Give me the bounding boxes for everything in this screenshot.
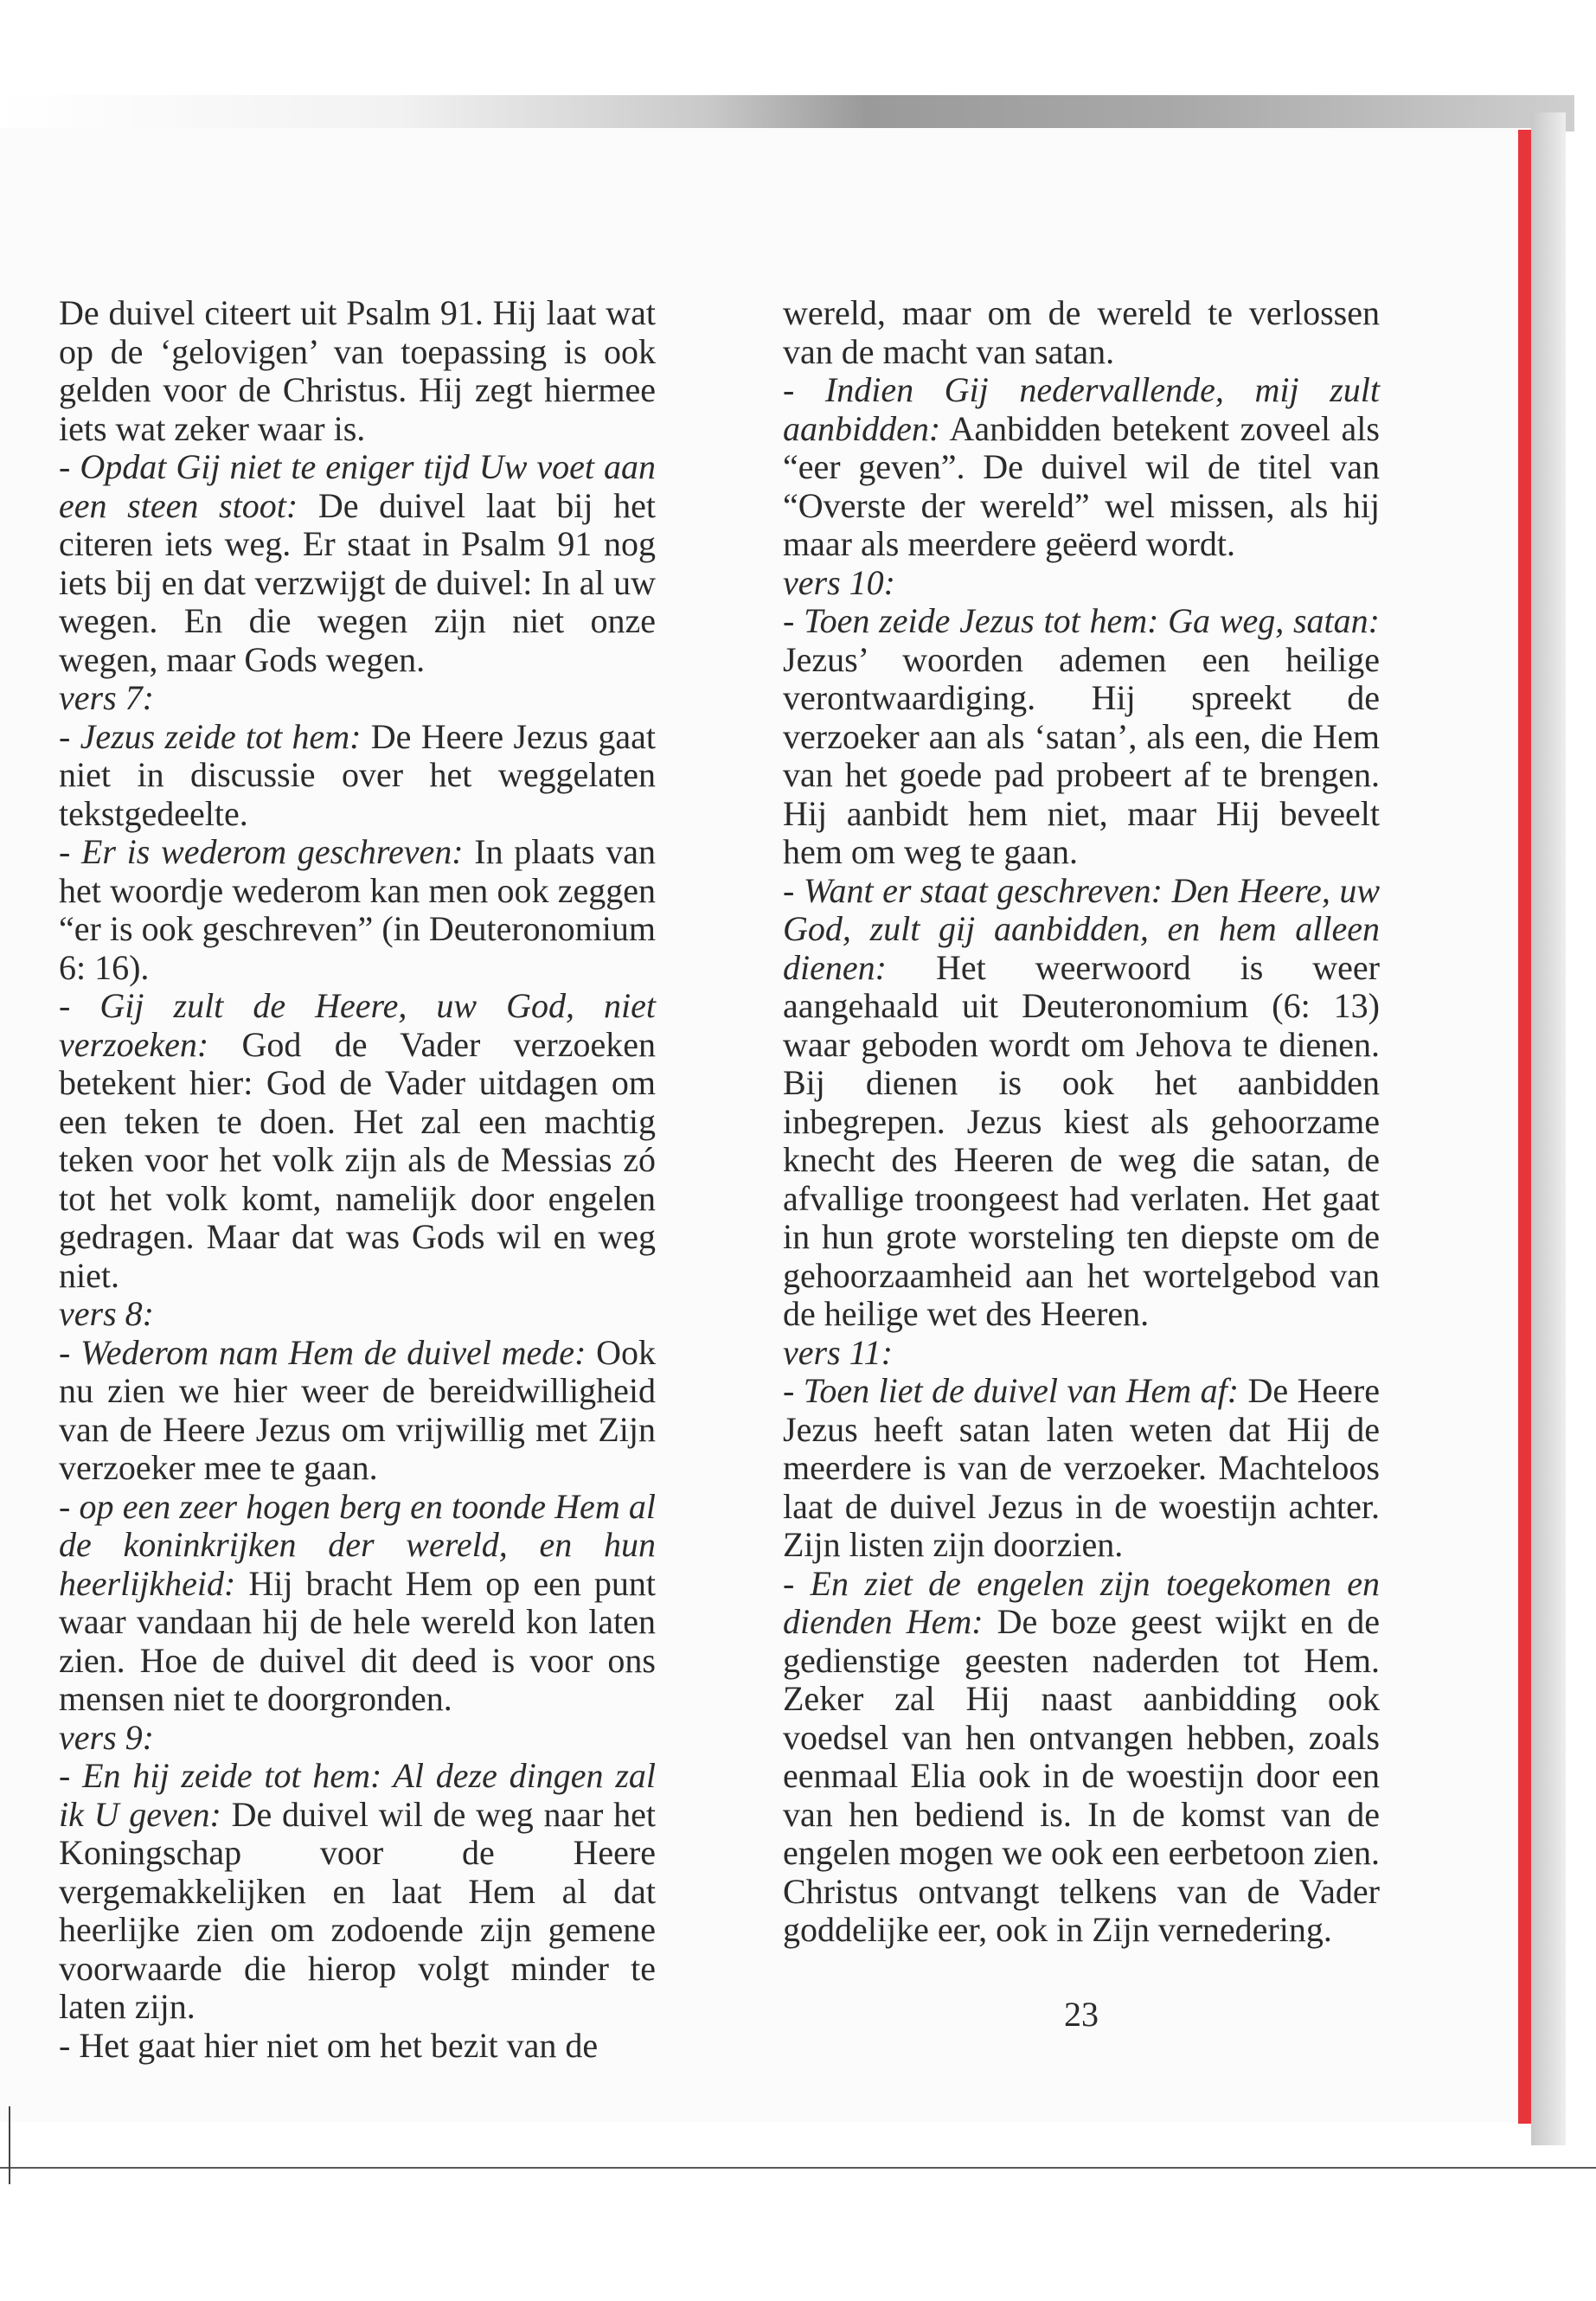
commentary-text: De Heere Jezus gaat niet in discussie over het weggelaten tekstgedeelte.: [59, 716, 656, 833]
bible-quote: Gij zult de Heere, uw God, niet verzoeken:: [59, 986, 656, 1064]
bible-quote: Wederom nam Hem de duivel mede:: [80, 1332, 586, 1372]
bible-quote: Toen liet de duivel van Hem af:: [803, 1371, 1240, 1410]
verse-heading: vers 8:: [59, 1294, 154, 1333]
commentary-paragraph: [59, 833, 656, 987]
bible-quote: Opdat Gij niet te eniger tijd Uw voet aan een steen stoot:: [59, 447, 656, 525]
commentary-paragraph: [59, 1334, 656, 1488]
dash-lead: -: [783, 1371, 804, 1410]
left-text-column: [59, 294, 656, 2065]
bible-quote: Indien Gij nedervallende, mij zult aanbidden:: [783, 370, 1380, 448]
dash-lead: -: [59, 716, 80, 756]
commentary-text: God de Vader verzoeken betekent hier: God de Vader uitdagen om een teken te doen. Het zal een machtig teken voor het volk zijn als de Messias zó tot het volk komt, namelijk door engelen gedragen. Maar dat was Gods wil en weg niet.: [59, 1024, 656, 1295]
commentary-text: De boze geest wijkt en de gedienstige geesten naderden tot Hem. Zeker zal Hij naast aanbidding ook voedsel van hen ontvangen hebben, zoals eenmaal Elia ook in de woestijn door een van hen bediend is. In de komst van de engelen mogen we ook een eerbetoon zien. Christus ontvangt telkens van de Vader goddelijke eer, ook in Zijn vernedering.: [783, 1602, 1381, 1949]
commentary-text: In plaats van het woordje wederom kan men ook zeggen “er is ook geschreven” (in Deuteronomium 6: 16).: [59, 832, 657, 987]
dash-lead: -: [59, 1486, 80, 1526]
dash-lead: -: [783, 1563, 811, 1603]
dash-lead: -: [783, 870, 804, 910]
commentary-text: De duivel laat bij het citeren iets weg. Er staat in Psalm 91 nog iets bij en dat verzwijgt de duivel: In al uw wegen. En die wegen zijn niet onze wegen, maar Gods wegen.: [59, 485, 657, 679]
commentary-paragraph: [59, 1488, 656, 1719]
bible-quote: En ziet de engelen zijn toegekomen en dienden Hem:: [783, 1563, 1380, 1641]
dash-lead: -: [783, 370, 825, 409]
commentary-text: Het weerwoord is weer aangehaald uit Deuteronomium (6: 13) waar geboden wordt om Jehova te dienen. Bij dienen is ook het aanbidden inbegrepen. Jezus kiest als gehoorzame knecht des Heeren de weg die satan, de afvallige troongeest had verlaten. Het gaat in hun grote worsteling ten diepste om de gehoorzaamheid aan het wortelgebod van de heilige wet des Heeren.: [783, 947, 1380, 1333]
body-paragraph: wereld, maar om de wereld te verlossen van de macht van satan.: [783, 293, 1380, 371]
commentary-text: Jezus’ woorden ademen een heilige verontwaardiging. Hij spreekt de verzoeker aan als ‘satan’, als een, die Hem van het goede pad probeert af te brengen. Hij aanbidt hem niet, maar Hij beveelt hem om weg te gaan.: [783, 639, 1380, 871]
bible-quote: Want er staat geschreven: Den Heere, uw God, zult gij aanbidden, en hem alleen dienen:: [783, 870, 1380, 987]
page-red-edge: [1518, 130, 1531, 2124]
bible-quote: Toen zeide Jezus tot hem: Ga weg, satan:: [804, 601, 1380, 640]
commentary-paragraph: [59, 448, 656, 679]
page-shadow: [1531, 112, 1566, 2145]
dash-lead: -: [59, 447, 80, 486]
commentary-text: Ook nu zien we hier weer de bereidwilligheid van de Heere Jezus om vrijwillig met Zijn verzoeker mee te gaan.: [59, 1332, 656, 1487]
dash-lead: -: [59, 832, 81, 871]
commentary-text: De duivel wil de weg naar het Koningschap voor de Heere vergemakkelijken en laat Hem al dat heerlijke zien om zodoende zijn gemene voorwaarde die hierop volgt minder te laten zijn.: [59, 1794, 656, 2026]
verse-heading: vers 10:: [783, 562, 895, 602]
body-paragraph: De duivel citeert uit Psalm 91. Hij laat wat op de ‘gelovigen’ van toepassing is ook gelden voor de Christus. Hij zegt hiermee iets wat zeker waar is.: [59, 293, 656, 448]
commentary-paragraph: [59, 718, 656, 834]
commentary-paragraph: [783, 1565, 1380, 1950]
verse-heading: vers 7:: [59, 678, 154, 717]
bible-quote: Er is wederom geschreven:: [81, 832, 464, 871]
dash-lead: -: [59, 986, 100, 1025]
bible-quote: op een zeer hogen berg en toonde Hem al de koninkrijken der wereld, en hun heerlijkheid:: [59, 1486, 657, 1603]
commentary-text: Aanbidden betekent zoveel als “eer geven”. De duivel wil de titel van “Overste der wereld” wel missen, als hij maar als meerdere geëerd wordt.: [783, 408, 1380, 563]
bible-quote: Jezus zeide tot hem:: [80, 716, 362, 756]
commentary-text: Hij bracht Hem op een punt waar vandaan hij de hele wereld kon laten zien. Hoe de duivel dit deed is voor ons mensen niet te doorgronden.: [59, 1563, 656, 1718]
dash-lead: -: [783, 601, 804, 640]
verse-heading: vers 11:: [783, 1332, 893, 1372]
scan-top-strip: [0, 95, 1574, 131]
commentary-text: De Heere Jezus heeft satan laten weten dat Hij de meerdere is van de verzoeker. Machteloos laat de duivel Jezus in de woestijn achter. Zijn listen zijn doorzien.: [783, 1371, 1380, 1564]
commentary-paragraph: [783, 371, 1380, 564]
scan-left-mark: [9, 2106, 10, 2184]
commentary-paragraph: [783, 1372, 1380, 1565]
commentary-paragraph: [59, 987, 656, 1295]
page-number: 23: [1064, 1995, 1099, 2034]
scan-bottom-rule: [0, 2167, 1596, 2169]
right-text-column: [783, 294, 1380, 1950]
dash-lead: -: [59, 1332, 81, 1372]
commentary-paragraph: [59, 1757, 656, 2027]
body-paragraph: - Het gaat hier niet om het bezit van de: [59, 2025, 599, 2065]
commentary-paragraph: [783, 602, 1380, 872]
commentary-paragraph: [783, 872, 1380, 1334]
verse-heading: vers 9:: [59, 1717, 154, 1757]
bible-quote: En hij zeide tot hem: Al deze dingen zal ik U geven:: [59, 1756, 656, 1834]
dash-lead: -: [59, 1756, 83, 1795]
